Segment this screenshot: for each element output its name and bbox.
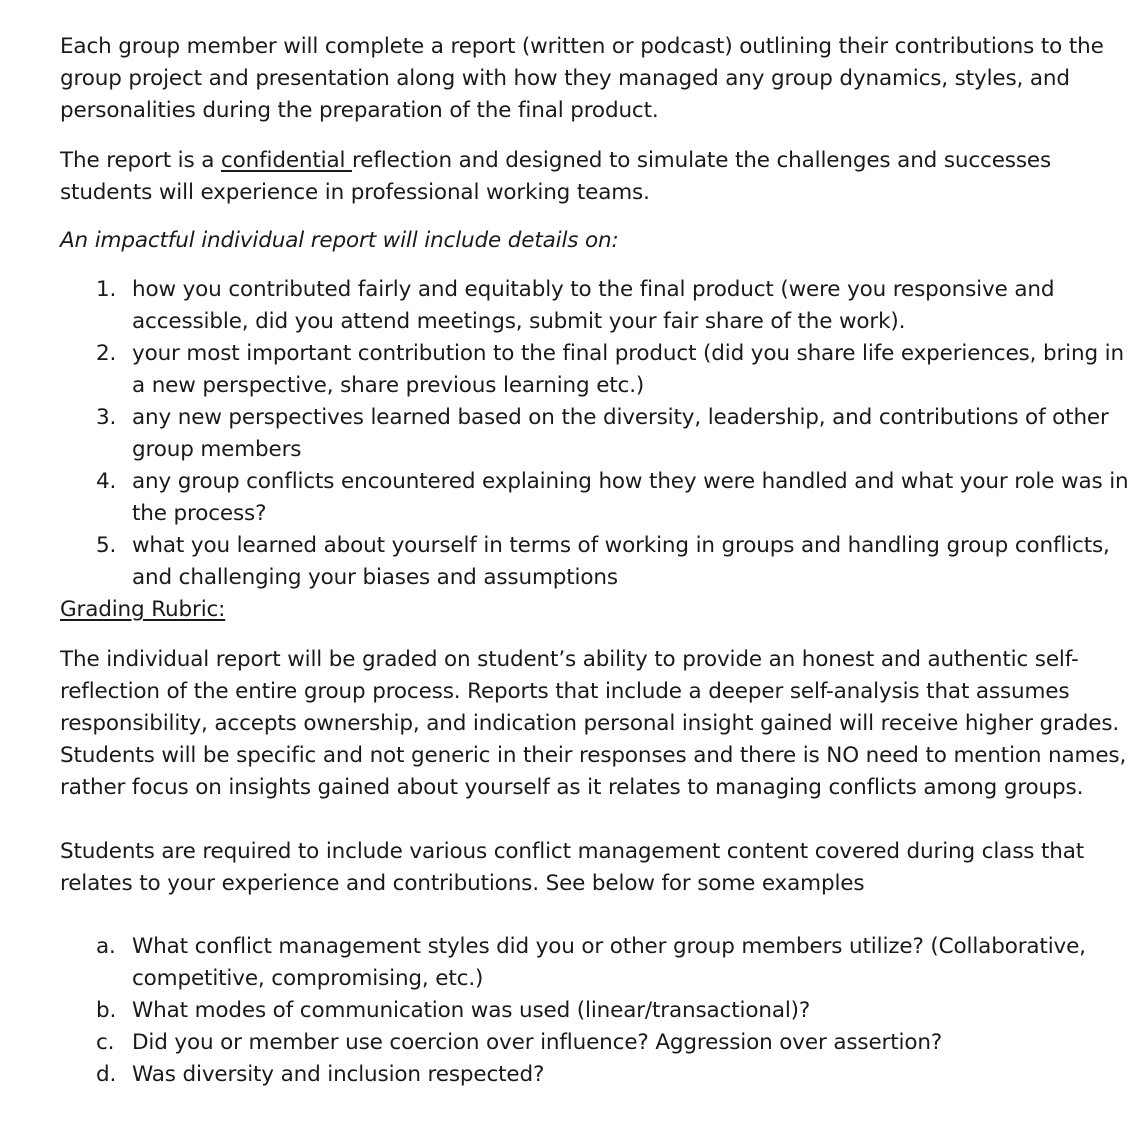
list-item-text: What conflict management styles did you or other group members utilize? (Collaborative, competitive, compromising, etc.) — [132, 934, 1086, 991]
list-item — [60, 1027, 1135, 1059]
list-marker: 3. — [96, 405, 117, 430]
grading-paragraph: The individual report will be graded on student’s ability to provide an honest and authentic self-reflection of the entire group process. Reports that include a deeper self-analysis that assumes responsibility, accepts ownership, and indication personal insight gained will receive higher grades. Students will be specific and not generic in their responses and there is NO need to mention names, rather focus on insights gained about yourself as it relates to managing conflicts among groups. — [60, 647, 1127, 800]
list-marker: 1. — [96, 277, 117, 302]
impact-heading: An impactful individual report will include details on: — [60, 228, 619, 253]
list-item — [60, 466, 1135, 530]
required-paragraph: Students are required to include various conflict management content covered during class that relates to your experience and contributions. See below for some examples — [60, 839, 1085, 896]
list-marker: d. — [96, 1062, 117, 1087]
list-marker: c. — [96, 1030, 115, 1055]
document — [60, 31, 1135, 1091]
report-paragraph — [60, 145, 1135, 209]
details-list — [60, 274, 1135, 594]
list-item — [60, 402, 1135, 466]
list-marker: a. — [96, 934, 116, 959]
list-item — [60, 530, 1135, 594]
list-item-text: what you learned about yourself in terms of working in groups and handling group conflicts, and challenging your biases and assumptions — [132, 533, 1110, 590]
list-item-text: What modes of communication was used (linear/transactional)? — [132, 998, 811, 1023]
list-item — [60, 274, 1135, 338]
list-item-text: Did you or member use coercion over influence? Aggression over assertion? — [132, 1030, 943, 1055]
intro-paragraph: Each group member will complete a report (written or podcast) outlining their contributions to the group project and presentation along with how they managed any group dynamics, styles, and personalities during the preparation of the final product. — [60, 34, 1104, 123]
list-item — [60, 338, 1135, 402]
list-item-text: your most important contribution to the final product (did you share life experiences, bring in a new perspective, share previous learning etc.) — [132, 341, 1124, 398]
list-item-text: any new perspectives learned based on the diversity, leadership, and contributions of other group members — [132, 405, 1109, 462]
rubric-heading — [60, 594, 1135, 626]
examples-list — [60, 931, 1135, 1091]
report-text-after: reflection and designed to simulate the challenges and successes students will experience in professional working teams. — [60, 148, 1052, 205]
report-text-before: The report is a — [60, 148, 221, 173]
list-marker: b. — [96, 998, 117, 1023]
list-marker: 2. — [96, 341, 117, 366]
list-item — [60, 995, 1135, 1027]
confidential-underlined: confidential — [220, 148, 353, 173]
rubric-heading-text: Grading Rubric: — [60, 597, 226, 622]
list-item-text: Was diversity and inclusion respected? — [132, 1062, 545, 1087]
list-item-text: how you contributed fairly and equitably to the final product (were you responsive and accessible, did you attend meetings, submit your fair share of the work). — [132, 277, 1055, 334]
list-item-text: any group conflicts encountered explaining how they were handled and what your role was in the process? — [132, 469, 1129, 526]
list-marker: 4. — [96, 469, 117, 494]
list-item — [60, 1059, 1135, 1091]
list-item — [60, 931, 1135, 995]
list-marker: 5. — [96, 533, 117, 558]
